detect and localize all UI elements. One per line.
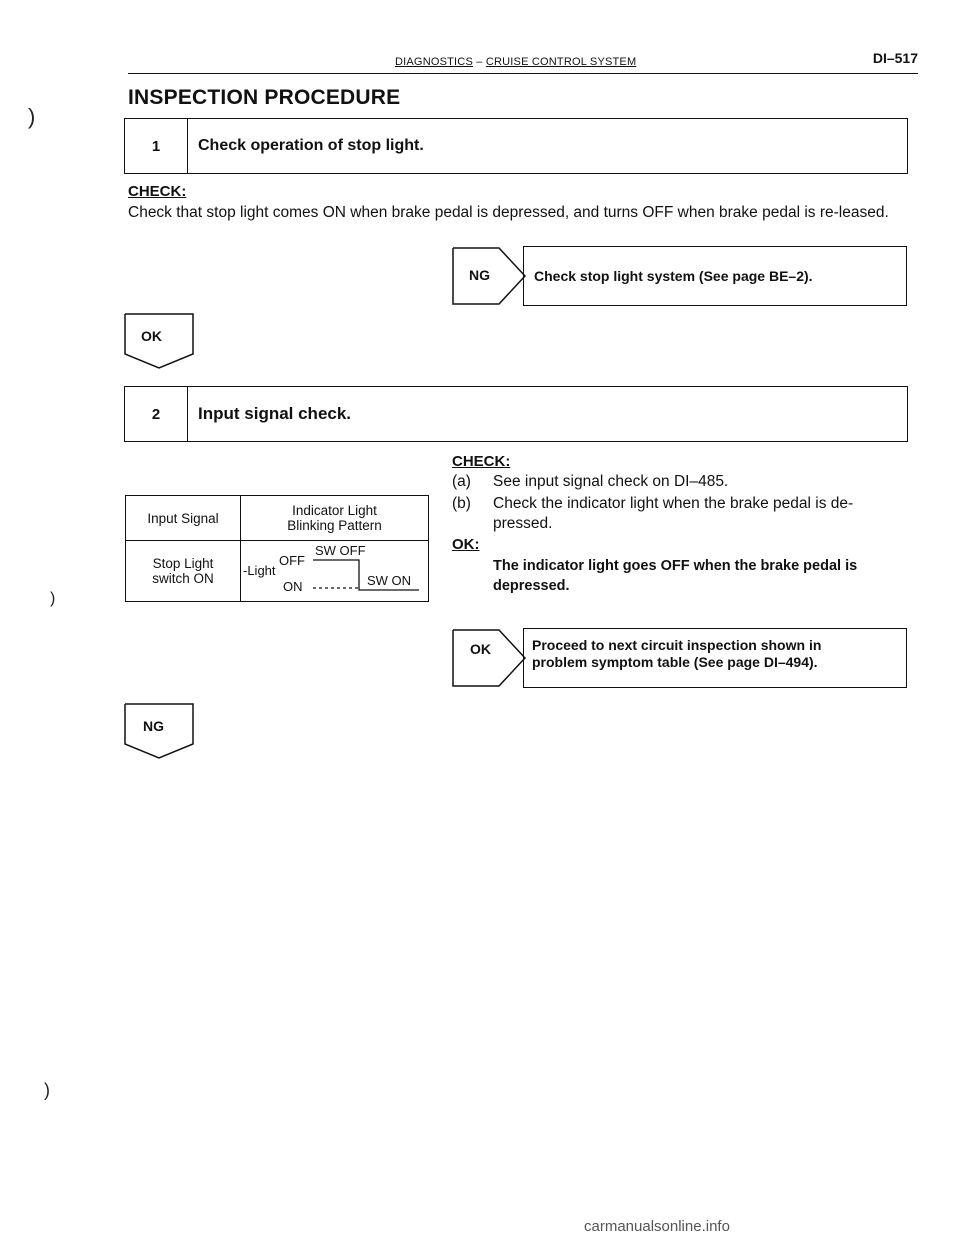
check-b-line1: Check the indicator light when the brake pedal is de-	[493, 495, 854, 512]
header-rule	[128, 73, 918, 74]
table-header-indicator-line1: Indicator Light	[292, 503, 377, 518]
step-2-box	[124, 386, 908, 442]
table-pattern-cell	[241, 541, 429, 602]
running-header	[395, 56, 636, 68]
ok-arrow-icon	[451, 628, 529, 688]
page-title: INSPECTION PROCEDURE	[128, 86, 401, 109]
watermark: carmanualsonline.info	[584, 1218, 730, 1235]
step-1-check-text: Check that stop light comes ON when brake pedal is depressed, and turns OFF when brake pedal is re-leased.	[128, 204, 889, 221]
pattern-on: ON	[283, 579, 303, 594]
ok-criteria-line1: The indicator light goes OFF when the brake pedal is	[493, 558, 858, 574]
check-b-marker: (b)	[452, 495, 471, 512]
step-2-title: Input signal check.	[198, 404, 352, 423]
check-a-text: See input signal check on DI–485.	[493, 473, 729, 490]
table-row-label-line2: switch ON	[152, 571, 214, 586]
ok-action-line1: Proceed to next circuit inspection shown in	[532, 637, 822, 653]
ok-header: OK:	[452, 536, 480, 553]
ok-action-line2: problem symptom table (See page DI–494).	[532, 654, 818, 670]
ok-criteria-line2: depressed.	[493, 578, 570, 594]
check-a-marker: (a)	[452, 473, 471, 490]
step-1-box	[124, 118, 908, 174]
signal-table	[125, 495, 429, 602]
header-system: CRUISE CONTROL SYSTEM	[485, 56, 637, 68]
margin-bracket: )	[28, 104, 36, 129]
table-row-label	[126, 541, 241, 602]
ng-action-text: Check stop light system (See page BE–2).	[534, 268, 813, 284]
table-header-input: Input Signal	[126, 496, 241, 541]
table-row-label-line1: Stop Light	[152, 556, 214, 571]
step-2-number: 2	[125, 387, 188, 441]
step-1-number: 1	[125, 119, 188, 173]
pattern-light: -Light	[243, 563, 276, 578]
header-dash: –	[476, 56, 483, 68]
blink-pattern	[241, 543, 428, 599]
margin-bracket: )	[44, 1080, 50, 1100]
ok-label-2: OK	[470, 641, 491, 657]
ng-label-2: NG	[143, 718, 164, 734]
step-1-title: Check operation of stop light.	[198, 137, 424, 154]
ng-label: NG	[469, 267, 490, 283]
pattern-sw-on: SW ON	[367, 573, 412, 588]
table-header-indicator	[241, 496, 429, 541]
pattern-sw-off: SW OFF	[315, 543, 366, 558]
pattern-off: OFF	[279, 553, 305, 568]
ng-arrow-icon	[451, 246, 529, 306]
ok-action-box	[523, 628, 907, 688]
ng-action-box	[523, 246, 907, 306]
page-number: DI–517	[872, 50, 918, 66]
table-header-indicator-line2: Blinking Pattern	[287, 518, 382, 533]
margin-bracket: )	[50, 590, 56, 607]
pattern-waveform	[241, 543, 431, 599]
check-b-line2: pressed.	[493, 515, 553, 532]
step-2-check-label: CHECK:	[452, 453, 511, 470]
step-1-check-label: CHECK:	[128, 183, 187, 200]
header-section: DIAGNOSTICS	[395, 56, 473, 68]
ok-label: OK	[141, 328, 162, 344]
